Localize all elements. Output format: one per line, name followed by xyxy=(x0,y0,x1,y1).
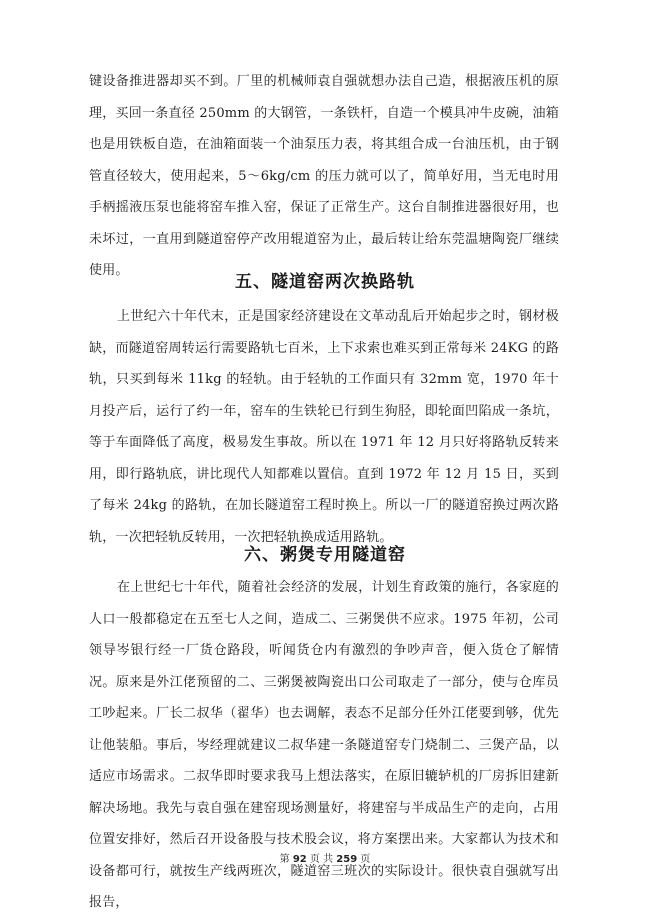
paragraph-pusher-continued: 键设备推进器却买不到。厂里的机械师袁自强就想办法自己造，根据液压机的原理，买回一条直径 250mm 的大钢管，一条铁杆，自造一个模具冲牛皮碗，油箱也是用铁板自造，在油箱面装一个油泵压力表，将其组合成一台油压机，由于钢管直径较大，使用起来，5～6kg/cm 的压力就可以了，简单好用，当无电时用手柄摇液压泵也能将窑车推入窑，保证了正常生产。这台自制推进器很好用，也未坏过，一直用到隧道窑停产改用辊道窑为止，最后转让给东莞温塘陶瓷厂继续使用。 xyxy=(89,74,559,278)
footer-total-pages: 259 xyxy=(336,854,358,865)
footer-page-number: 92 xyxy=(292,854,307,865)
footer-middle: 页 共 xyxy=(309,854,334,865)
footer-prefix: 第 xyxy=(279,854,290,865)
paragraph-congee-pot-kiln: 在上世纪七十年代，随着社会经济的发展，计划生育政策的施行，各家庭的人口一般都稳定在五至七人之间，造成二、三粥煲供不应求。1975 年初，公司领导岑银行经一厂货仓路段，听闻货仓内有激烈的争吵声音，便入货仓了解情况。原来是外江佬预留的二、三粥煲被陶瓷出口公司取走了一部分，使与仓库员工吵起来。厂长二叔华（翟华）也去调解，表态不足部分任外江佬要到够，优先让他装船。事后，岑经理就建议二叔华建一条隧道窑专门烧制二、三煲产品，以适应市场需求。二叔华即时要求我马上想法落实，在原旧辘轳机的厂房拆旧建新解决场地。我先与袁自强在建窑现场测量好，将建窑与半成品生产的走向，占用位置安排好，然后召开设备股与技术股会议，将方案摆出来。大家都认为技术和设备都可行，就按生产线两班次，隧道窑三班次的实际设计。很快袁自强就写出报告， xyxy=(89,580,559,910)
section-heading-6: 六、粥煲专用隧道窑 xyxy=(244,545,406,565)
paragraph-rail-replacement: 上世纪六十年代末，正是国家经济建设在文革动乱后开始起步之时，钢材极缺，而隧道窑周转运行需要路轨七百米，上下求索也难买到正常每米 24KG 的路轨，只买到每米 11kg 的轻轨。由于轻轨的工作面只有 32mm 宽，1970 年十月投产后，运行了约一年，窑车的生铁轮已行到生狗胫，即轮面凹陷成一条坑，等于车面降低了高度，极易发生事故。所以在 1971 年 12 月只好将路轨反转来用，即行路轨底，讲比现代人知都难以置信。直到 1972 年 12 月 15 日，买到了每米 24kg 的路轨，在加长隧道窑工程时换上。所以一厂的隧道窑换过两次路轨，一次把轻轨反转用，一次把轻轨换成适用路轨。 xyxy=(89,309,559,545)
section-heading-5: 五、隧道窑两次换路轨 xyxy=(235,272,415,292)
footer-suffix: 页 xyxy=(360,854,371,865)
page-footer xyxy=(0,850,650,865)
